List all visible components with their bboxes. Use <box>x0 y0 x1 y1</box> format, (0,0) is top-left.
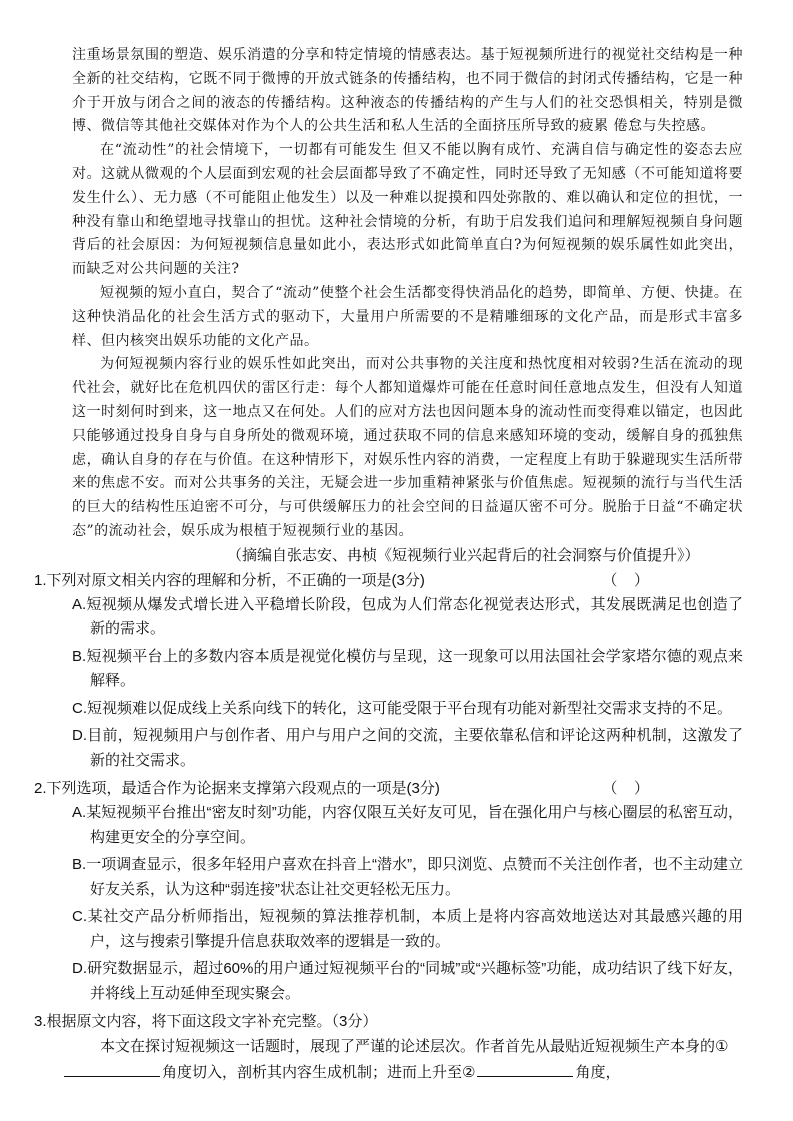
question-2-option-a[interactable]: A.某短视频平台推出“密友时刻”功能，内容仅限互关好友可见，旨在强化用户与核心圈层的私密互动，构建更安全的分享空间。 <box>72 804 743 846</box>
question-3-stem <box>34 1009 743 1034</box>
question-2-option-b[interactable]: B.一项调查显示，很多年轻用户喜欢在抖音上“潜水”，即只浏览、点赞而不关注创作者，也不主动建立好友关系，认为这种“弱连接”状态让社交更轻松无压力。 <box>72 856 743 898</box>
answer-blank-1[interactable] <box>64 1060 160 1077</box>
question-3-text: 3.根据原文内容，将下面这段文字补充完整。（3分） <box>34 1013 378 1031</box>
passage-paragraph-4: 为何短视频内容行业的娱乐性如此突出，而对公共事物的关注度和热忱度相对较弱?生活在流动的现代社会，就好比在危机四伏的雷区行走：每个人都知道爆炸可能在任意时间任意地点发生，但没有人知道这一时刻何时到来，这一地点又在何处。人们的应对方法也因问题本身的流动性而变得难以锚定，也因此只能够通过投身自身与自身所处的微观环境，通过获取不同的信息来感知环境的变动，缓解自身的孤独焦虑，确认自身的存在与价值。在这种情形下，对娱乐性内容的消费，一定程度上有助于躲避现实生活所带来的焦虑不安。而对公共事务的关注，无疑会进一步加重精神紧张与价值焦虑。短视频的流行与当代生活的巨大的结构性压迫密不可分，与可供缓解压力的社会空间的日益逼仄密不可分。脱胎于日益“不确定状态”的流动社会，娱乐成为根植于短视频行业的基因。 <box>72 356 743 539</box>
question-1-option-b[interactable]: B.短视频平台上的多数内容本质是视觉化模仿与呈现，这一现象可以用法国社会学家塔尔德的观点来解释。 <box>72 647 743 690</box>
question-3-body <box>62 1034 743 1085</box>
question-1-text: 1.下列对原文相关内容的理解和分析，不正确的一项是(3分) <box>34 571 425 589</box>
question-1-stem <box>34 568 743 593</box>
answer-blank-2[interactable] <box>477 1060 573 1077</box>
question-2-text: 2.下列选项，最适合作为论据来支撑第六段观点的一项是(3分) <box>34 780 440 798</box>
passage-paragraph-3: 短视频的短小直白，契合了“流动”使整个社会生活都变得快消品化的趋势，即简单、方便、快捷。在这种快消品化的社会生活方式的驱动下，大量用户所需要的不是精雕细琢的文化产品，而是形式丰富多样、但内核突出娱乐功能的文化产品。 <box>72 284 743 349</box>
question-3-body-part-1: 本文在探讨短视频这一话题时，展现了严谨的论述层次。作者首先从最贴近短视频生产本身的① <box>100 1038 729 1056</box>
answer-bracket[interactable]: （ ） <box>602 780 649 798</box>
passage-paragraph-1: 注重场景氛围的塑造、娱乐消遣的分享和特定情境的情感表达。基于短视频所进行的视觉社交结构是一种全新的社交结构，它既不同于微博的开放式链条的传播结构，也不同于微信的封闭式传播结构，它是一种介于开放与闭合之间的液态的传播结构。这种液态的传播结构的产生与人们的社交恐惧相关，特别是微博、微信等其他社交媒体对作为个人的公共生活和私人生活的全面挤压所导致的疲累 倦怠与失控感。 <box>72 47 743 135</box>
question-2-stem <box>34 776 743 801</box>
question-2-option-d[interactable]: D.研究数据显示，超过60%的用户通过短视频平台的“同城”或“兴趣标签”功能，成功结识了线下好友，并将线上互动延伸至现实聚会。 <box>72 960 743 1002</box>
passage-source: （摘编自张志安、冉桢《短视频行业兴起背后的社会洞察与价值提升》） <box>227 546 700 564</box>
answer-bracket[interactable]: （ ） <box>602 571 649 589</box>
question-1-option-c[interactable]: C.短视频难以促成线上关系向线下的转化，这可能受限于平台现有功能对新型社交需求支持的不足。 <box>72 699 733 717</box>
question-2 <box>34 776 743 1006</box>
question-1 <box>34 568 743 774</box>
question-1-option-d[interactable]: D.目前，短视频用户与创作者、用户与用户之间的交流，主要依靠私信和评论这两种机制，这激发了新的社交需求。 <box>72 727 743 769</box>
question-3-body-part-2: 角度切入，剖析其内容生成机制；进而上升至② <box>162 1063 476 1081</box>
question-2-option-c[interactable]: C.某社交产品分析师指出，短视频的算法推荐机制，本质上是将内容高效地送达对其最感兴趣的用户，这与搜索引擎提升信息获取效率的逻辑是一致的。 <box>72 908 743 950</box>
passage-paragraph-2: 在“流动性”的社会情境下，一切都有可能发生 但又不能以胸有成竹、充满自信与确定性的姿态去应对。这就从微观的个人层面到宏观的社会层面都导致了不确定性，同时还导致了无知感（不可能知道将要发生什么）、无力感（不可能阻止他发生）以及一种难以捉摸和四处弥散的、难以确认和定位的担忧，一种没有靠山和绝望地寻找靠山的担忧。这种社会情境的分析，有助于启发我们追问和理解短视频自身问题背后的社会原因：为何短视频信息量如此小，表达形式如此简单直白?为何短视频的娱乐属性如此突出，而缺乏对公共问题的关注? <box>72 142 743 278</box>
question-3-body-part-3: 角度， <box>575 1063 621 1081</box>
question-1-option-a[interactable]: A.短视频从爆发式增长进入平稳增长阶段，包成为人们常态化视觉表达形式，其发展既满足也创造了新的需求。 <box>72 595 743 638</box>
question-3 <box>34 1009 743 1085</box>
